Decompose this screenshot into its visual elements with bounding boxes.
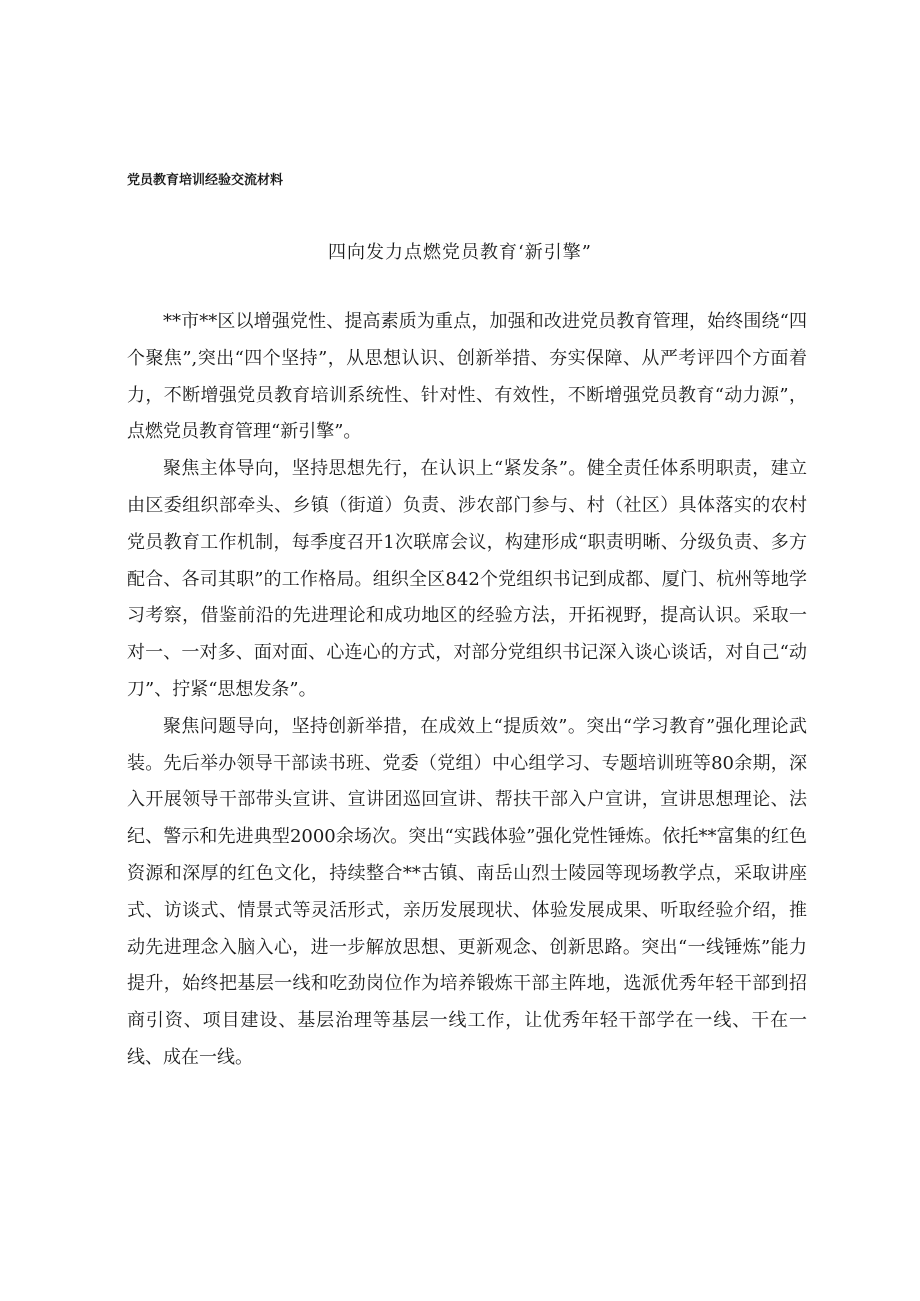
document-body bbox=[127, 304, 807, 1077]
document-title: 四向发力点燃党员教育‘新引擎” bbox=[328, 242, 592, 263]
paragraph-subject-orientation: 聚焦主体导向，坚持思想先行，在认识上“紧发条”。健全责任体系明职责，建立由区委组织部牵头、乡镇（街道）负责、涉农部门参与、村（社区）具体落实的农村党员教育工作机制，每季度召开1次联席会议，构建形成“职责明晰、分级负责、多方配合、各司其职”的工作格局。组织全区842个党组织书记到成都、厦门、杭州等地学习考察，借鉴前沿的先进理论和成功地区的经验方法，开拓视野，提高认识。采取一对一、一对多、面对面、心连心的方式，对部分党组织书记深入谈心谈话，对自己“动刀”、拧紧“思想发条”。 bbox=[127, 458, 807, 700]
paragraph-problem-orientation: 聚焦问题导向，坚持创新举措，在成效上“提质效”。突出“学习教育”强化理论武装。先后举办领导干部读书班、党委（党组）中心组学习、专题培训班等80余期，深入开展领导干部带头宣讲、宣讲团巡回宣讲、帮扶干部入户宣讲，宣讲思想理论、法纪、警示和先进典型2000余场次。突出“实践体验”强化党性锤炼。依托**富集的红色资源和深厚的红色文化，持续整合**古镇、南岳山烈士陵园等现场教学点，采取讲座式、访谈式、情景式等灵活形式，亲历发展现状、体验发展成果、听取经验介绍，推动先进理念入脑入心，进一步解放思想、更新观念、创新思路。突出“一线锤炼”能力提升，始终把基层一线和吃劲岗位作为培养锻炼干部主阵地，选派优秀年轻干部到招商引资、项目建设、基层治理等基层一线工作，让优秀年轻干部学在一线、干在一线、成在一线。 bbox=[127, 715, 807, 1068]
document-category-label: 党员教育培训经验交流材料 bbox=[127, 173, 284, 188]
paragraph-intro: **市**区以增强党性、提高素质为重点，加强和改进党员教育管理，始终围绕“四个聚焦”,突出“四个坚持”，从思想认识、创新举措、夯实保障、从严考评四个方面着力，不断增强党员教育培训系统性、针对性、有效性，不断增强党员教育“动力源”，点燃党员教育管理“新引擎”。 bbox=[127, 311, 807, 443]
